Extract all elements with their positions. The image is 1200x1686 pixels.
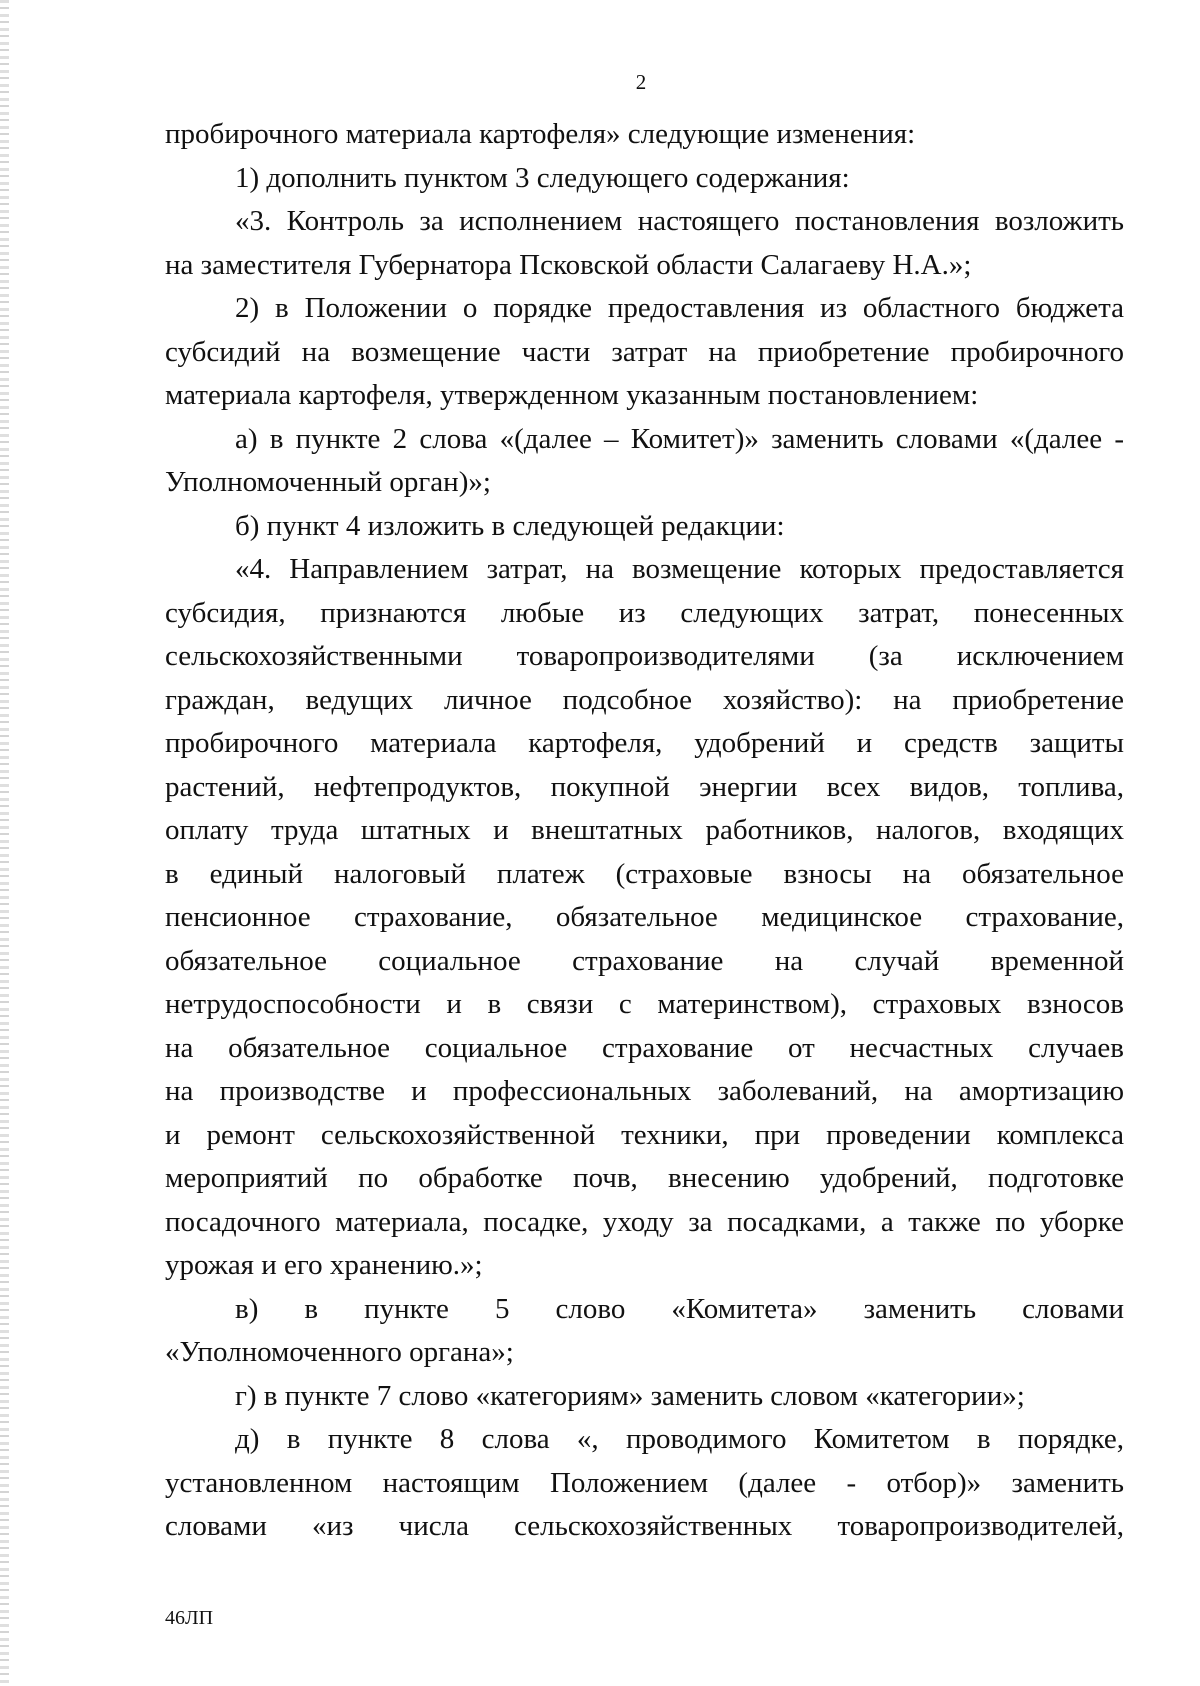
text-line: оплату труда штатных и внештатных работников, налогов, входящих: [165, 814, 1124, 846]
text-line: субсидий на возмещение части затрат на приобретение пробирочного: [165, 335, 1124, 368]
text-line: «4. Направлением затрат, на возмещение которых предоставляется: [235, 553, 1124, 585]
text-line: пробирочного материала картофеля» следующие изменения:: [165, 118, 916, 150]
text-line: д) в пункте 8 слова «, проводимого Комитетом в порядке,: [235, 1423, 1124, 1455]
text-line: Уполномоченный орган)»;: [165, 466, 491, 498]
text-line: словами «из числа сельскохозяйственных товаропроизводителей,: [165, 1510, 1124, 1542]
text-line: в единый налоговый платеж (страховые взносы на обязательное: [165, 857, 1124, 890]
text-line: г) в пункте 7 слово «категориям» заменить словом «категории»;: [235, 1379, 1025, 1412]
page-number: 2: [635, 70, 647, 94]
text-line: б) пункт 4 изложить в следующей редакции:: [235, 509, 785, 542]
text-line: сельскохозяйственными товаропроизводителями (за исключением: [165, 640, 1124, 672]
text-line: пенсионное страхование, обязательное медицинское страхование,: [165, 901, 1124, 933]
text-line: «Уполномоченного органа»;: [165, 1336, 514, 1368]
text-line: растений, нефтепродуктов, покупной энергии всех видов, топлива,: [165, 770, 1124, 803]
text-line: на производстве и профессиональных заболеваний, на амортизацию: [165, 1075, 1124, 1107]
document-body: [165, 113, 1124, 1549]
text-line: 1) дополнить пунктом 3 следующего содержания:: [235, 161, 850, 194]
text-line: а) в пункте 2 слова «(далее – Комитет)» заменить словами «(далее -: [235, 422, 1124, 455]
text-line: нетрудоспособности и в связи с материнством), страховых взносов: [165, 988, 1124, 1020]
text-line: урожая и его хранению.»;: [165, 1249, 483, 1281]
text-line: субсидия, признаются любые из следующих затрат, понесенных: [165, 596, 1124, 629]
text-line: на заместителя Губернатора Псковской области Салагаеву Н.А.»;: [165, 248, 972, 281]
text-line: установленном настоящим Положением (далее - отбор)» заменить: [165, 1466, 1124, 1499]
text-line: материала картофеля, утвержденном указанным постановлением:: [165, 379, 979, 411]
text-line: мероприятий по обработке почв, внесению удобрений, подготовке: [165, 1162, 1124, 1194]
text-line: граждан, ведущих личное подсобное хозяйство): на приобретение: [165, 683, 1124, 716]
footer-document-code: 46ЛП: [165, 1607, 214, 1629]
text-line: посадочного материала, посадке, уходу за посадками, а также по уборке: [165, 1205, 1124, 1238]
text-line: пробирочного материала картофеля, удобрений и средств защиты: [165, 727, 1124, 759]
scan-edge-artifact: [0, 0, 9, 1686]
text-line: в) в пункте 5 слово «Комитета» заменить словами: [235, 1292, 1124, 1325]
text-line: «3. Контроль за исполнением настоящего постановления возложить: [235, 205, 1124, 237]
text-line: 2) в Положении о порядке предоставления из областного бюджета: [235, 292, 1124, 324]
text-line: на обязательное социальное страхование от несчастных случаев: [165, 1031, 1124, 1064]
text-line: и ремонт сельскохозяйственной техники, при проведении комплекса: [165, 1118, 1124, 1151]
text-line: обязательное социальное страхование на случай временной: [165, 944, 1124, 977]
